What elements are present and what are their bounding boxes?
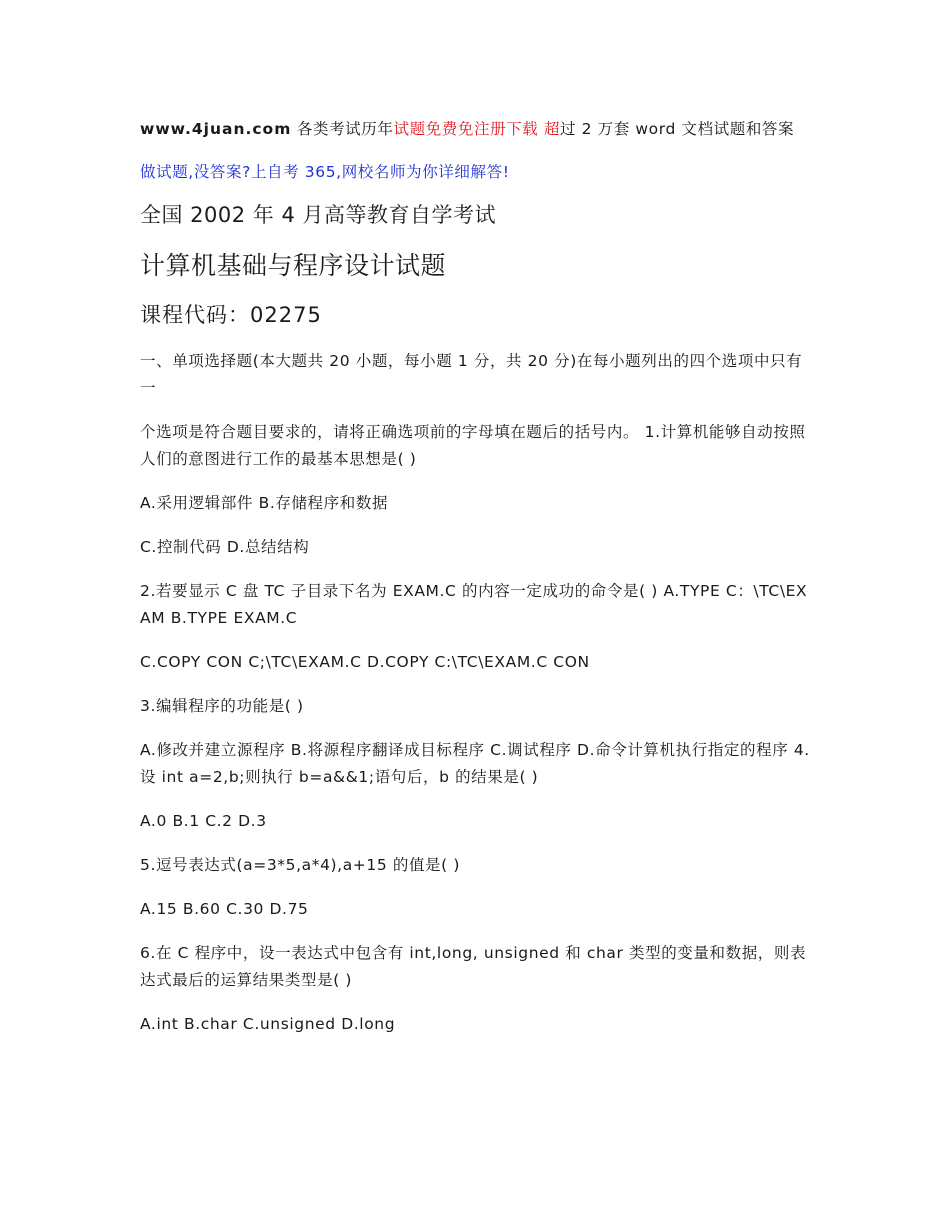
paragraph: 3.编辑程序的功能是( ) [140,697,304,715]
paragraph: 一、单项选择题(本大题共 20 小题，每小题 1 分，共 20 分)在每小题列出的四个选项中只有一 [140,352,803,397]
paragraph: 2.若要显示 C 盘 TC 子目录下名为 EXAM.C 的内容一定成功的命令是( ) A.TYPE C：\TC\EXAM B.TYPE EXAM.C [140,582,808,627]
header-text-2: 过 2 万套 word 文档试题和答案 [560,120,795,138]
site-link[interactable]: www.4juan.com [140,120,292,138]
paragraph: A.采用逻辑部件 B.存储程序和数据 [140,494,389,512]
document-content [140,116,812,1055]
paragraph: 5.逗号表达式(a=3*5,a*4),a+15 的值是( ) [140,856,460,874]
header-text-1: 各类考试历年 [291,120,394,138]
paragraph: C.控制代码 D.总结结构 [140,538,310,556]
promo-link[interactable]: 做试题,没答案?上自考 365,网校名师为你详细解答! [140,163,510,181]
course-code: 课程代码：02275 [140,303,322,327]
paragraph: 6.在 C 程序中，设一表达式中包含有 int,long, unsigned 和 char 类型的变量和数据，则表达式最后的运算结果类型是( ) [140,944,807,989]
paragraph: A.int B.char C.unsigned D.long [140,1015,396,1033]
paragraph: A.15 B.60 C.30 D.75 [140,900,309,918]
header-red-link-1[interactable]: 试题免费免注册下载 [393,120,539,138]
paragraph: A.0 B.1 C.2 D.3 [140,812,267,830]
exam-title: 全国 2002 年 4 月高等教育自学考试 [140,203,497,227]
site-header [140,116,812,143]
paragraph: A.修改并建立源程序 B.将源程序翻译成目标程序 C.调试程序 D.命令计算机执行指定的程序 4.设 int a=2,b;则执行 b=a&&1;语句后，b 的结果是( ) [140,741,810,786]
header-red-link-2[interactable]: 超 [543,120,561,138]
paragraph: 个选项是符合题目要求的，请将正确选项前的字母填在题后的括号内。 1.计算机能够自动按照人们的意图进行工作的最基本思想是( ) [140,423,806,468]
paragraph: C.COPY CON C;\TC\EXAM.C D.COPY C:\TC\EXAM.C CON [140,653,590,671]
subject-title: 计算机基础与程序设计试题 [140,251,447,280]
